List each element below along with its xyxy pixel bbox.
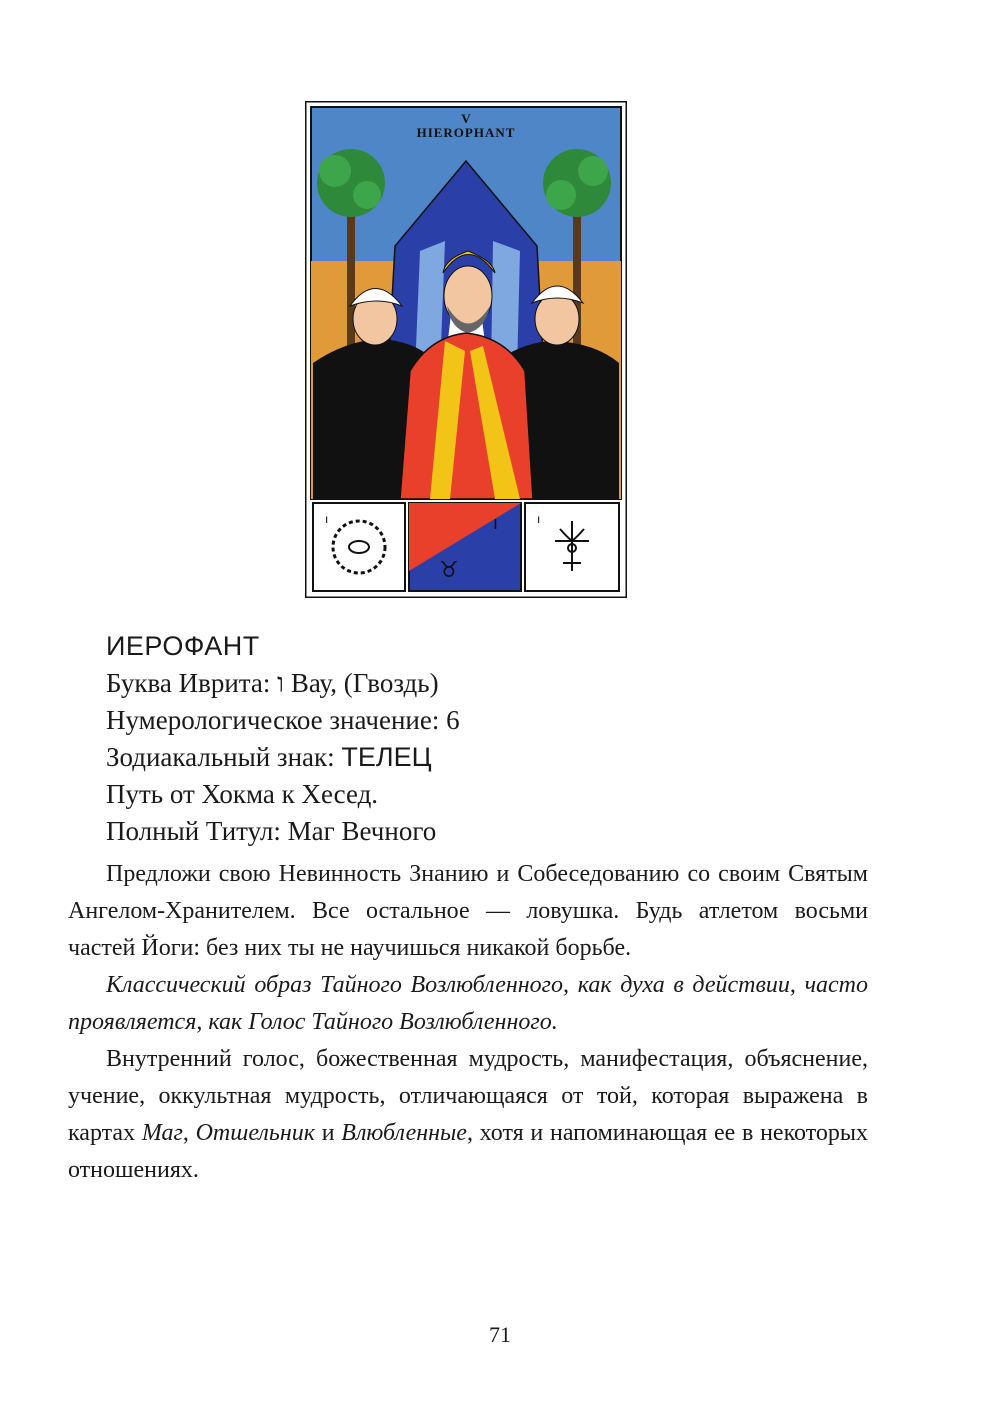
paragraph-3-text-c: и <box>314 1120 342 1146</box>
hebrew-letter-glyph: ו <box>277 668 285 698</box>
taurus-icon: ♉ <box>439 558 459 583</box>
card-ref-hermit: Отшельник <box>195 1120 315 1146</box>
paragraph-3-text-a: Внутренний голос, божественная мудрость, манифестация, объяснение, учение, оккультная мудрость, отличающаяся от той, которая выражена в картах <box>68 1046 868 1146</box>
svg-text:ו: ו <box>325 512 329 526</box>
paragraph-2: Классический образ Тайного Возлюбленного, как духа в действии, часто проявляется, как Голос Тайного Возлюбленного. <box>68 972 868 1035</box>
page-number: 71 <box>489 1322 511 1347</box>
card-attributes <box>68 628 868 850</box>
zodiac-line <box>68 739 868 776</box>
hebrew-letter-line <box>68 665 868 702</box>
zodiac-label: Зодиакальный знак: <box>106 742 342 772</box>
numerology-line: Нумерологическое значение: 6 <box>106 705 460 735</box>
tarot-card-hierophant <box>305 101 627 598</box>
page-title: ИЕРОФАНТ <box>106 631 260 661</box>
paragraph-3 <box>68 1041 868 1189</box>
card-numeral: V <box>461 111 471 126</box>
card-ref-mag: Маг <box>141 1120 183 1146</box>
svg-text:ו: ו <box>537 512 541 526</box>
panel-hebrew-letter: ו <box>493 513 498 534</box>
hebrew-letter-label: Буква Иврита: <box>106 668 278 698</box>
paragraph-3-text-d: , хотя и напоминающая ее в некоторых отношениях. <box>68 1120 869 1183</box>
full-title-line: Полный Титул: Маг Вечного <box>106 816 437 846</box>
paragraph-1: Предложи свою Невинность Знанию и Собеседованию со своим Святым Ангелом-Хранителем. Все остальное — ловушка. Будь атлетом восьми частей Йоги: без них ты не научишься никакой борьбе. <box>68 861 868 961</box>
paragraph-3-text-b: , <box>182 1120 196 1146</box>
hebrew-letter-name: Вау, (Гвоздь) <box>284 668 439 698</box>
card-name: HIEROPHANT <box>416 125 516 140</box>
body-text <box>68 856 868 1189</box>
zodiac-value: ТЕЛЕЦ <box>341 742 432 772</box>
card-panels <box>313 503 619 591</box>
path-line: Путь от Хокма к Хесед. <box>106 779 379 809</box>
card-ref-lovers: Влюбленные <box>341 1120 467 1146</box>
